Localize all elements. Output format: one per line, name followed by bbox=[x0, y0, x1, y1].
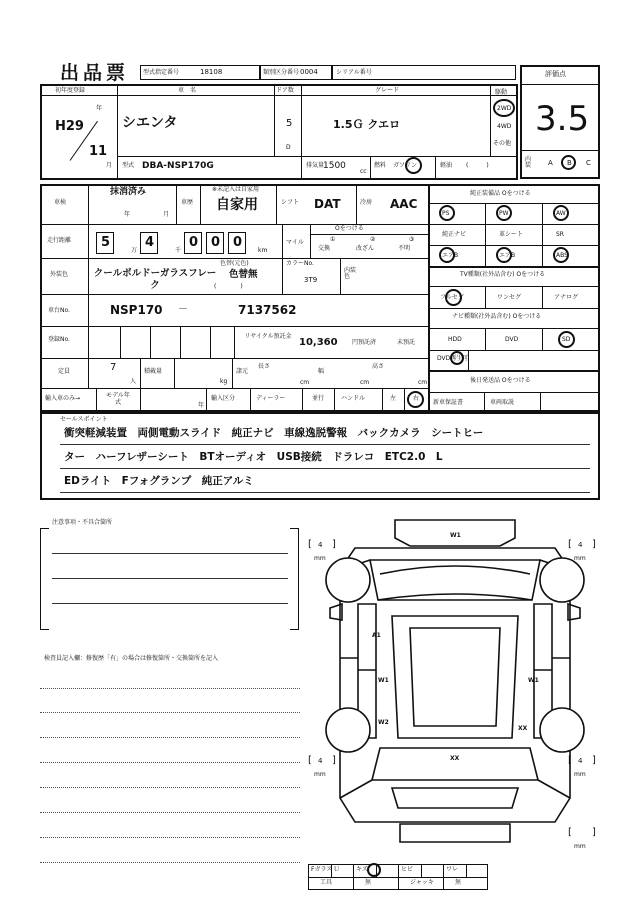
car-name-label: 車 名 bbox=[178, 87, 197, 94]
displacement-label: 排気量 bbox=[306, 162, 325, 169]
inspector-label: 検査員記入欄：修復歴「有」の場合は修復箇所・交換箇所を記入 bbox=[44, 655, 219, 662]
mark-mid: A1 bbox=[372, 632, 381, 639]
height-label: 高さ bbox=[372, 363, 385, 370]
tool-cell: ジャッキ bbox=[410, 879, 434, 886]
model-year-label: モデル年式 bbox=[106, 392, 130, 406]
reg-label: 初年度登録 bbox=[55, 87, 86, 94]
glass-cell: ヒビ bbox=[401, 866, 414, 873]
light-oil-paren: ( ) bbox=[466, 162, 489, 169]
color-paren: ( ) bbox=[214, 283, 243, 290]
load-label: 積載量 bbox=[144, 368, 163, 375]
drive-2wd: 2WD bbox=[497, 105, 512, 112]
equipment-item: PW bbox=[499, 210, 509, 217]
shift-value: DAT bbox=[314, 197, 341, 211]
caution-bracket-left bbox=[40, 528, 49, 630]
import-type-parallel: 並行 bbox=[312, 395, 325, 402]
tool-cell: 無 bbox=[365, 879, 372, 886]
equip-row-line bbox=[428, 224, 600, 225]
equipment-circle bbox=[553, 247, 569, 263]
nav-title: ナビ種類(社外品含む) Oをつける bbox=[452, 313, 542, 320]
width-label: 幅 bbox=[318, 368, 325, 375]
color-value: クールボルドーガラスフレーク bbox=[93, 268, 217, 291]
equipment-item: 革シート bbox=[499, 231, 524, 238]
mileage-unit: km bbox=[258, 247, 268, 254]
type-label: 車歴 bbox=[181, 199, 194, 206]
drive-4wd: 4WD bbox=[497, 123, 512, 130]
later-title: 後日発送品 Oをつける bbox=[470, 377, 531, 384]
mileage-digit: 5 bbox=[101, 235, 111, 250]
tire-bracket-open: [ bbox=[308, 755, 312, 766]
interior-b: B bbox=[567, 159, 572, 167]
sales-line-1: 衝突軽減装置 両側電動スライド 純正ナビ 車線逸脱警報 バックカメラ シートヒー bbox=[64, 427, 484, 439]
tire-bracket-open: [ bbox=[568, 539, 572, 550]
interior-label: 内装 bbox=[525, 156, 532, 169]
length-label: 長さ bbox=[258, 363, 271, 370]
shaken-label: 車検 bbox=[54, 199, 67, 206]
mark-top: W1 bbox=[450, 532, 461, 539]
mile-label: マイル bbox=[286, 239, 304, 246]
glass-u-circle bbox=[367, 863, 381, 877]
chassis-dash: － bbox=[178, 304, 188, 315]
mileage-label: 走行距離 bbox=[47, 237, 72, 244]
meter-hint: Oをつける bbox=[335, 225, 364, 232]
chassis-prefix: NSP170 bbox=[110, 303, 163, 317]
shift-label: シフト bbox=[281, 199, 300, 206]
tire-depth-value: 4 bbox=[318, 541, 323, 549]
chassis-label: 車台No. bbox=[48, 307, 70, 314]
tv-option: ワンセグ bbox=[497, 294, 522, 301]
glass-cell: Fガラス bbox=[311, 866, 333, 873]
ac-value: AAC bbox=[390, 197, 418, 211]
nav-dvd-play: DVD再生可 bbox=[437, 355, 469, 362]
equip-row-line bbox=[428, 245, 600, 246]
caution-label: 注意事項・不具合箇所 bbox=[52, 519, 113, 526]
tire-bracket-open: [ bbox=[568, 755, 572, 766]
displacement-value: 1500 bbox=[323, 161, 346, 171]
tool-col-line bbox=[353, 877, 354, 890]
sales-label: セールスポイント bbox=[60, 416, 108, 423]
score-value: 3.5 bbox=[535, 99, 590, 139]
equipment-circle bbox=[553, 205, 569, 221]
color-change-label: 色替(元色) bbox=[220, 260, 249, 267]
tire-bracket-close: ] bbox=[592, 827, 596, 838]
meter-opt-3: 不明 bbox=[398, 245, 411, 252]
glass-col-line bbox=[443, 864, 444, 877]
recycle-unit: 円預託済 bbox=[352, 339, 377, 346]
mark-right-rear: XX bbox=[518, 725, 528, 732]
glass-col-line bbox=[353, 864, 354, 877]
reg-year: H29 bbox=[55, 119, 84, 134]
tire-bracket-open: [ bbox=[308, 539, 312, 550]
equipment-circle bbox=[496, 205, 512, 221]
recycle-none: 未預託 bbox=[397, 339, 416, 346]
score-label: 評価点 bbox=[545, 70, 566, 78]
recycle-value: 10,360 bbox=[299, 337, 338, 348]
capacity-label: 定員 bbox=[58, 368, 71, 375]
caution-bracket-right bbox=[290, 528, 299, 630]
import-type-label: 輸入区分 bbox=[211, 395, 236, 402]
meter-mark-3: ③ bbox=[409, 236, 415, 243]
ac-label: 冷房 bbox=[360, 199, 373, 206]
doors-value: 5 bbox=[286, 118, 293, 129]
type-note: ※未記入は自家用 bbox=[212, 186, 260, 193]
tire-depth-value: 4 bbox=[578, 757, 583, 765]
equipment-item: 純正ナビ bbox=[442, 231, 467, 238]
equipment-circle bbox=[439, 247, 455, 263]
doors-label: ドア数 bbox=[276, 87, 294, 94]
tire-depth-unit: mm bbox=[314, 555, 326, 562]
equip-col-line bbox=[485, 245, 486, 266]
tire-bracket-close: ] bbox=[332, 539, 336, 550]
mileage-digit: 0 bbox=[211, 235, 221, 250]
mileage-sen: 千 bbox=[175, 247, 182, 254]
meter-mark-2: ② bbox=[370, 236, 376, 243]
mark-right: W1 bbox=[528, 677, 539, 684]
serial-label: シリアル番号 bbox=[336, 69, 372, 76]
load-unit: kg bbox=[220, 378, 228, 385]
doors-d: D bbox=[286, 144, 291, 151]
handle-label: ハンドル bbox=[341, 395, 366, 402]
meter-opt-1: 交換 bbox=[318, 245, 331, 252]
shaken-value: 抹消済み bbox=[110, 187, 147, 197]
glass-col-line bbox=[331, 864, 332, 877]
tv-title: TV種類(社外品含む) Oをつける bbox=[460, 271, 546, 278]
interior-a: A bbox=[548, 159, 553, 167]
import-type-dealer: ディーラー bbox=[256, 395, 286, 402]
glass-cell: ワレ bbox=[446, 866, 459, 873]
displacement-unit: cc bbox=[360, 168, 367, 175]
tv-fullseg-circle bbox=[445, 289, 462, 306]
drive-label: 駆動 bbox=[495, 89, 508, 96]
capacity-unit: 人 bbox=[130, 378, 137, 385]
equipment-item: ABS bbox=[556, 252, 568, 259]
glass-col-line bbox=[421, 864, 422, 877]
later-manual: 車両取説 bbox=[490, 399, 515, 406]
mark-rear: XX bbox=[450, 755, 460, 762]
car-name: シエンタ bbox=[122, 115, 178, 131]
mileage-digit: 4 bbox=[145, 235, 155, 250]
interior-b-circle bbox=[561, 155, 576, 170]
shaken-year: 年 bbox=[124, 211, 131, 218]
tire-depth-value: 4 bbox=[578, 541, 583, 549]
equipment-title: 純正装備品 Oをつける bbox=[470, 190, 531, 197]
tire-depth-value: 4 bbox=[318, 757, 323, 765]
tire-depth-unit: mm bbox=[574, 843, 586, 850]
interior-c: C bbox=[586, 159, 591, 167]
glass-cell: Ｕ bbox=[333, 866, 340, 873]
color-no-value: 3T9 bbox=[304, 276, 318, 284]
light-oil-label: 軽油 bbox=[440, 162, 453, 169]
equipment-circle bbox=[496, 247, 512, 263]
interior-color-label: 内装色 bbox=[344, 267, 357, 280]
fuel-label: 燃料 bbox=[374, 162, 387, 169]
meter-mark-1: ① bbox=[330, 236, 336, 243]
tool-col-line bbox=[398, 877, 399, 890]
tire-bracket-close: ] bbox=[332, 755, 336, 766]
nav-option: HDD bbox=[448, 336, 462, 343]
color-change-value: 色替無 bbox=[229, 269, 258, 280]
tool-col-line bbox=[443, 877, 444, 890]
equipment-item: エアB bbox=[442, 252, 459, 259]
mileage-digit: 0 bbox=[189, 235, 199, 250]
nav-option: SD bbox=[562, 336, 571, 343]
import-label: 輸入車のみ→ bbox=[45, 395, 81, 402]
nav-option: DVD bbox=[505, 336, 519, 343]
mark-left-rear: W2 bbox=[378, 719, 389, 726]
tv-option: フルセグ bbox=[440, 294, 464, 301]
model-value: DBA-NSP170G bbox=[142, 161, 214, 171]
equip-col-line bbox=[542, 203, 543, 224]
class-no-label: 類別区分番号 bbox=[263, 69, 300, 76]
sales-line-3: EDライト Fフォグランプ 純正アルミ bbox=[64, 475, 254, 487]
equipment-item: SR bbox=[556, 231, 564, 238]
equipment-item: AW bbox=[556, 210, 566, 217]
equip-col-line bbox=[542, 245, 543, 266]
type-value: 自家用 bbox=[216, 197, 258, 213]
tool-cell: 工具 bbox=[320, 879, 333, 886]
reg-month: 11 bbox=[89, 144, 108, 159]
drive-2wd-circle bbox=[493, 99, 515, 117]
page-title: 出品票 bbox=[60, 62, 130, 84]
tv-col-line bbox=[485, 286, 486, 308]
tool-cell: 無 bbox=[455, 879, 462, 886]
tire-bracket-close: ] bbox=[592, 539, 596, 550]
tire-bracket-open: [ bbox=[568, 827, 572, 838]
equip-col-line bbox=[542, 224, 543, 245]
capacity-value: 7 bbox=[110, 362, 117, 373]
dvd-circle bbox=[450, 351, 464, 365]
equipment-item: エアB bbox=[499, 252, 516, 259]
tv-col-line bbox=[542, 286, 543, 308]
equip-col-line bbox=[485, 203, 486, 224]
mileage-digit: 0 bbox=[233, 235, 243, 250]
equip-col-line bbox=[485, 224, 486, 245]
model-year-unit: 年 bbox=[198, 402, 205, 409]
nav-sd-circle bbox=[558, 331, 575, 348]
drive-other: その他 bbox=[493, 140, 512, 147]
chassis-number: 7137562 bbox=[238, 303, 297, 317]
nav-col-line bbox=[485, 328, 486, 350]
color-label: 外装色 bbox=[50, 271, 69, 278]
nav-col-line bbox=[542, 328, 543, 350]
height-unit: cm bbox=[418, 379, 428, 386]
tire-bracket-close: ] bbox=[592, 755, 596, 766]
sales-line-2: ター ハーフレザーシート BTオーディオ USB接続 ドラレコ ETC2.0 L bbox=[64, 451, 443, 463]
mark-left: W1 bbox=[378, 677, 389, 684]
equipment-circle bbox=[439, 205, 455, 221]
fuel-circle bbox=[405, 157, 422, 174]
size-label: 諸元 bbox=[236, 368, 249, 375]
length-unit: cm bbox=[300, 379, 310, 386]
grade-label: グレード bbox=[375, 87, 400, 94]
glass-col-line bbox=[466, 864, 467, 877]
tire-depth-unit: mm bbox=[314, 771, 326, 778]
color-no-label: カラーNo. bbox=[286, 260, 314, 267]
class-no-value: 0004 bbox=[300, 68, 318, 76]
model-label: 型式 bbox=[122, 162, 135, 169]
form-no-value: 18108 bbox=[200, 68, 223, 76]
fuel-value: ガソリン bbox=[393, 162, 418, 169]
car-damage-diagram bbox=[300, 508, 610, 858]
shaken-month: 月 bbox=[163, 211, 170, 218]
handle-right: 右 bbox=[413, 395, 420, 402]
mileage-man: 万 bbox=[131, 247, 138, 254]
form-no-label: 型式指定番号 bbox=[143, 69, 180, 76]
recycle-label: リサイクル預託金 bbox=[244, 333, 292, 340]
equipment-item: PS bbox=[442, 210, 450, 217]
reg-no-label: 登録No. bbox=[48, 336, 70, 343]
glass-col-line bbox=[398, 864, 399, 877]
reg-year-suffix: 年 bbox=[96, 105, 103, 112]
glass-cell: キズ bbox=[356, 866, 368, 873]
width-unit: cm bbox=[360, 379, 370, 386]
tv-option: アナログ bbox=[554, 294, 579, 301]
tire-depth-unit: mm bbox=[574, 771, 586, 778]
reg-month-suffix: 月 bbox=[106, 162, 113, 169]
meter-opt-2: 改ざん bbox=[356, 245, 375, 252]
tire-depth-unit: mm bbox=[574, 555, 586, 562]
handle-left: 左 bbox=[390, 395, 397, 402]
later-warranty: 新車保証書 bbox=[433, 399, 464, 406]
grade-value: 1.5Ｇ クエロ bbox=[333, 118, 401, 131]
handle-right-circle bbox=[407, 391, 424, 408]
